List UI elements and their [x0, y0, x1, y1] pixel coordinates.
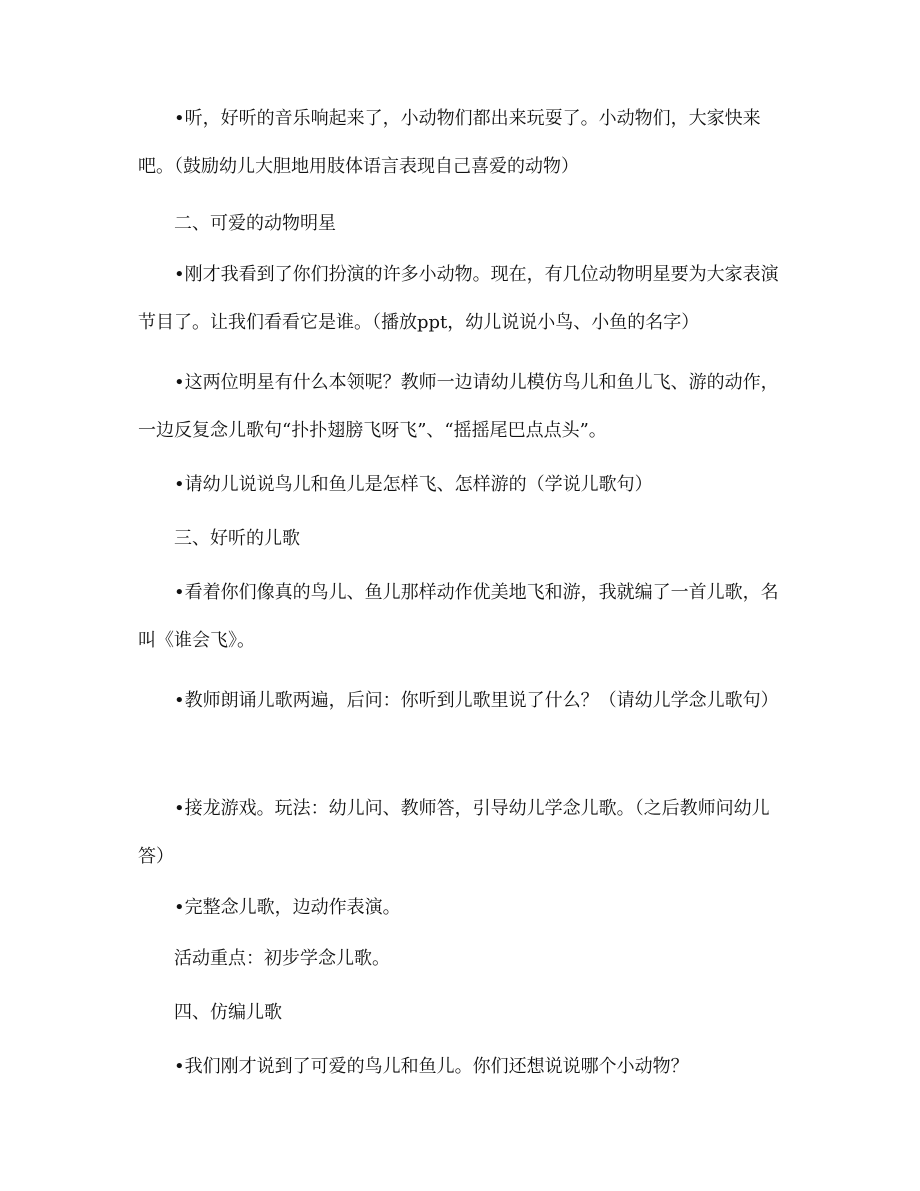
paragraph-song-intro: •看着你们像真的鸟儿、鱼儿那样动作优美地飞和游，我就编了一首儿歌，名叫《谁会飞》。 — [138, 582, 779, 651]
paragraph-relay-game: •接龙游戏。玩法：幼儿问、教师答，引导幼儿学念儿歌。（之后教师问幼儿答） — [138, 798, 770, 867]
paragraph-activity-focus: 活动重点：初步学念儿歌。 — [174, 948, 390, 969]
section-heading-nice-song: 三、好听的儿歌 — [174, 528, 300, 549]
paragraph-music-intro: •听，好听的音乐响起来了，小动物们都出来玩耍了。小动物们，大家快来吧。（鼓励幼儿大胆地用肢体语言表现自己喜爱的动物） — [138, 108, 761, 177]
paragraph-other-animals: •我们刚才说到了可爱的鸟儿和鱼儿。你们还想说说哪个小动物？ — [174, 1056, 689, 1077]
section-heading-animal-stars: 二、可爱的动物明星 — [174, 213, 336, 234]
paragraph-animal-stars-intro: •刚才我看到了你们扮演的许多小动物。现在，有几位动物明星要为大家表演节目了。让我们看看它是谁。（播放ppt，幼儿说说小鸟、小鱼的名字） — [138, 264, 779, 333]
paragraph-stars-skills: •这两位明星有什么本领呢？教师一边请幼儿模仿鸟儿和鱼儿飞、游的动作，一边反复念儿歌句“扑扑翅膀飞呀飞”、“摇摇尾巴点点头”。 — [138, 372, 779, 441]
paragraph-how-fly-swim: •请幼儿说说鸟儿和鱼儿是怎样飞、怎样游的（学说儿歌句） — [174, 474, 653, 495]
paragraph-teacher-recites: •教师朗诵儿歌两遍，后问：你听到儿歌里说了什么？（请幼儿学念儿歌句） — [174, 690, 779, 711]
section-heading-compose-song: 四、仿编儿歌 — [174, 1002, 282, 1023]
paragraph-full-recital: •完整念儿歌，边动作表演。 — [174, 897, 401, 918]
